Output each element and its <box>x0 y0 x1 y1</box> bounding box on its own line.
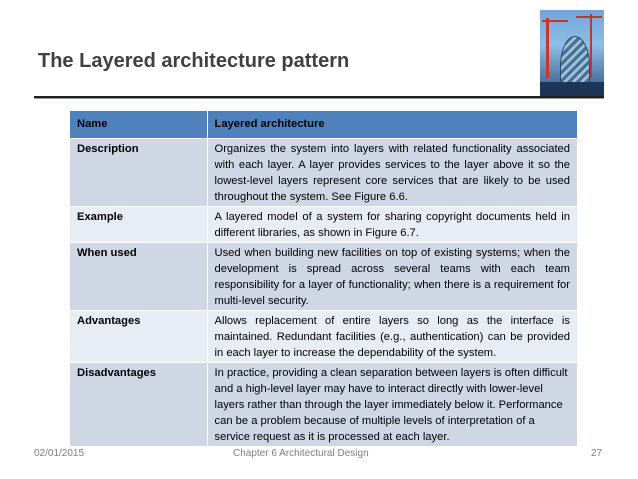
footer-page-number: 27 <box>591 448 603 459</box>
crane-shape <box>546 18 549 78</box>
row-label: Description <box>70 138 207 206</box>
row-label: Disadvantages <box>70 362 207 446</box>
table-row-advantages <box>70 310 577 362</box>
header-label-cell: Name <box>70 111 207 138</box>
title-divider-shadow <box>34 98 604 99</box>
table-row-when-used <box>70 242 577 310</box>
footer-date: 02/01/2015 <box>34 448 85 459</box>
slide-title: The Layered architecture pattern <box>38 50 350 72</box>
table-row-example <box>70 206 577 242</box>
crane-arm-shape <box>542 20 568 22</box>
pattern-table <box>70 111 577 447</box>
row-value: Used when building new facilities on top of existing systems; when the development is spread across several teams with each team responsibility for a layer of functionality; when there is a requirement for multi-level security. <box>207 242 577 310</box>
crane-arm-shape <box>576 16 602 18</box>
row-value: In practice, providing a clean separation between layers is often difficult and a high-level layer may have to interact directly with lower-level layers rather than through the layer immediately below it. Performance can be a problem because of multiple levels of interpretation of a service request as it is processed at each layer. <box>207 362 577 446</box>
row-value: Organizes the system into layers with related functionality associated with each layer. A layer provides services to the layer above it so the lowest-level layers represent core services that are likely to be used throughout the system. See Figure 6.6. <box>207 138 577 206</box>
table-header-row <box>70 111 577 138</box>
header-value-cell: Layered architecture <box>207 111 577 138</box>
row-label: When used <box>70 242 207 310</box>
book-cover-image <box>540 10 604 98</box>
table-row-description <box>70 138 577 206</box>
row-value: A layered model of a system for sharing copyright documents held in different libraries, as shown in Figure 6.7. <box>207 206 577 242</box>
row-label: Example <box>70 206 207 242</box>
footer-chapter: Chapter 6 Architectural Design <box>233 448 369 459</box>
table-row-disadvantages <box>70 362 577 446</box>
row-value: Allows replacement of entire layers so long as the interface is maintained. Redundant facilities (e.g., authentication) can be provided in each layer to increase the dependability of the system. <box>207 310 577 362</box>
row-label: Advantages <box>70 310 207 362</box>
crane-shape <box>590 14 592 78</box>
